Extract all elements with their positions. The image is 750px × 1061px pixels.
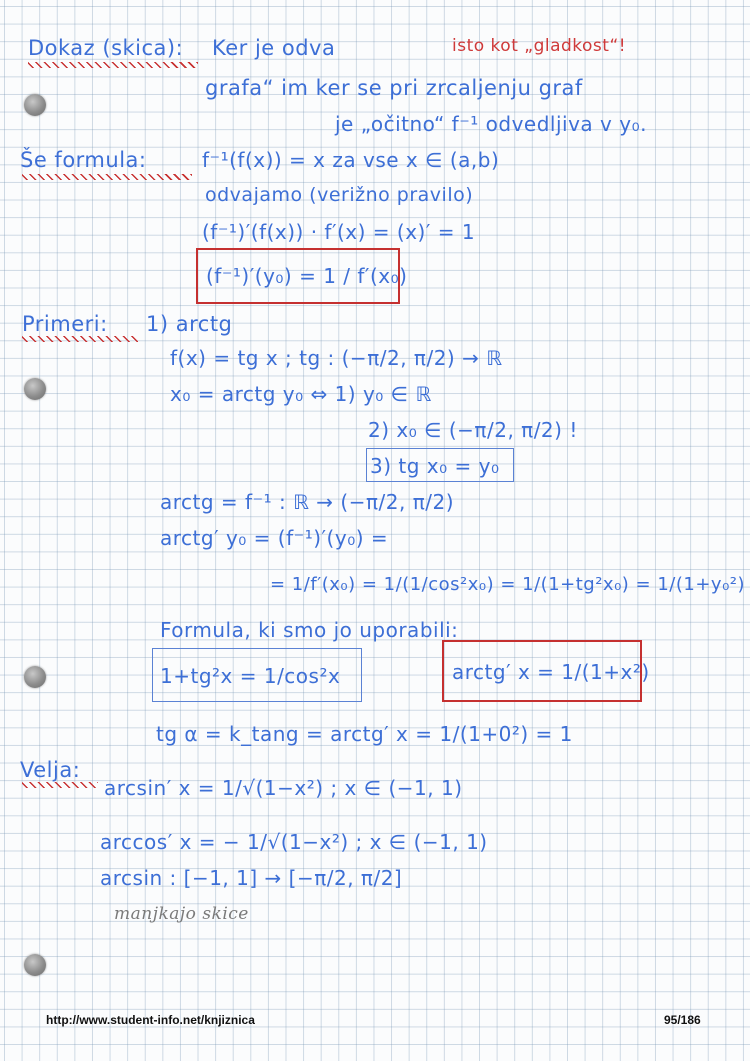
red-underline — [22, 782, 98, 788]
page-number: 95/186 — [664, 1013, 701, 1027]
velja-line-1: arcsin′ x = 1/√(1−x²) ; x ∈ (−1, 1) — [104, 776, 463, 800]
primeri-line-3: 2) x₀ ∈ (−π/2, π/2) ! — [368, 418, 578, 442]
primeri-line-9: tg α = k_tang = arctg′ x = 1/(1+0²) = 1 — [156, 722, 573, 746]
velja-line-3: arcsin : [−1, 1] → [−π/2, π/2] — [100, 866, 403, 890]
primeri-line-5: arctg = f⁻¹ : ℝ → (−π/2, π/2) — [160, 490, 455, 514]
primeri-heading: Primeri: — [22, 312, 108, 336]
velja-heading: Velja: — [20, 758, 81, 782]
dokaz-line-2: grafa“ im ker se pri zrcaljenju graf — [205, 76, 583, 100]
se-formula-line-2: odvajamo (verižno pravilo) — [205, 184, 474, 206]
primeri-line-4: 3) tg x₀ = y₀ — [370, 454, 500, 478]
identity-formula: 1+tg²x = 1/cos²x — [160, 664, 341, 688]
se-formula-line-3: (f⁻¹)′(f(x)) · f′(x) = (x)′ = 1 — [202, 220, 476, 244]
primeri-line-1: f(x) = tg x ; tg : (−π/2, π/2) → ℝ — [170, 346, 503, 370]
primeri-line-8: Formula, ki smo jo uporabili: — [160, 618, 459, 642]
boxed-formula: (f⁻¹)′(y₀) = 1 / f′(x₀) — [206, 264, 408, 288]
velja-line-2: arccos′ x = − 1/√(1−x²) ; x ∈ (−1, 1) — [100, 830, 488, 854]
arctg-derivative-formula: arctg′ x = 1/(1+x²) — [452, 660, 650, 684]
punch-hole — [24, 94, 46, 116]
primeri-line-7: = 1/f′(x₀) = 1/(1/cos²x₀) = 1/(1+tg²x₀) = 1/(1+y₀²) — [270, 574, 746, 595]
dokaz-red-note: isto kot „gladkost“! — [452, 36, 627, 56]
red-underline — [22, 174, 192, 180]
punch-hole — [24, 666, 46, 688]
se-formula-line-1: f⁻¹(f(x)) = x za vse x ∈ (a,b) — [202, 148, 500, 172]
primeri-line-6: arctg′ y₀ = (f⁻¹)′(y₀) = — [160, 526, 389, 550]
primeri-item: 1) arctg — [146, 312, 233, 336]
dokaz-line-1: Ker je odva — [212, 36, 336, 60]
se-formula-heading: Še formula: — [20, 148, 147, 172]
primeri-line-2: x₀ = arctg y₀ ⇔ 1) y₀ ∈ ℝ — [170, 382, 432, 406]
punch-hole — [24, 378, 46, 400]
punch-hole — [24, 954, 46, 976]
red-underline — [28, 62, 198, 68]
source-url: http://www.student-info.net/knjiznica — [46, 1013, 255, 1027]
velja-note: manjkajo skice — [114, 904, 249, 924]
dokaz-line-3: je „očitno“ f⁻¹ odvedljiva v y₀. — [335, 112, 647, 136]
dokaz-heading: Dokaz (skica): — [28, 36, 184, 60]
red-underline — [22, 336, 138, 342]
